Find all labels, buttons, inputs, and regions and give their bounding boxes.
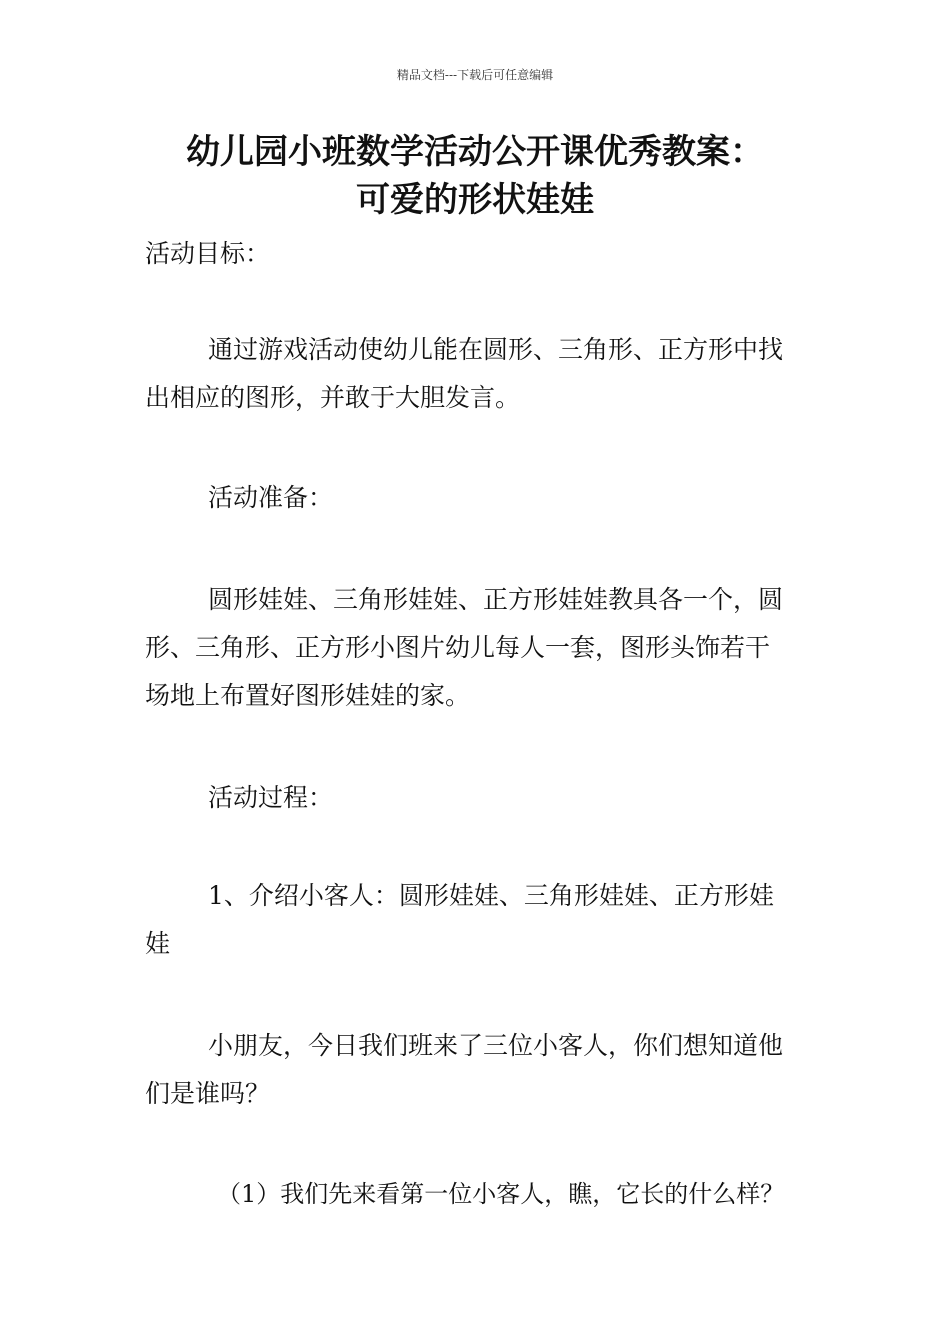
step1-sub1-line: （1）我们先来看第一位小客人，瞧，它长的什么样？ — [217, 1180, 785, 1208]
prep-paragraph — [145, 576, 810, 720]
prep-line-3: 场地上布置好图形娃娃的家。 — [145, 681, 471, 710]
step1-line-2: 娃 — [145, 929, 171, 958]
goal-paragraph — [145, 326, 810, 422]
step1-line-1: 1、介绍小客人：圆形娃娃、三角形娃娃、正方形娃 — [208, 881, 774, 910]
goal-line-2: 出相应的图形，并敢于大胆发言。 — [145, 383, 521, 412]
document-title-line-2: 可爱的形状娃娃 — [356, 180, 594, 220]
goal-heading — [145, 230, 810, 278]
page-header-note: 精品文档---下载后可任意编辑 — [396, 68, 554, 82]
prep-line-2: 形、三角形、正方形小图片幼儿每人一套，图形头饰若干 — [145, 633, 771, 662]
step1-intro-paragraph — [145, 1022, 810, 1118]
prep-heading-text: 活动准备： — [208, 483, 334, 512]
prep-heading — [145, 474, 810, 522]
goal-line-1: 通过游戏活动使幼儿能在圆形、三角形、正方形中找 — [208, 335, 784, 364]
step1-intro-line-1: 小朋友，今日我们班来了三位小客人，你们想知道他 — [208, 1031, 784, 1060]
document-title-line-1: 幼儿园小班数学活动公开课优秀教案： — [186, 132, 764, 172]
process-heading-text: 活动过程： — [208, 783, 334, 812]
process-heading — [145, 774, 810, 822]
goal-heading-text: 活动目标： — [145, 239, 271, 268]
step1-paragraph — [145, 872, 810, 968]
prep-line-1: 圆形娃娃、三角形娃娃、正方形娃娃教具各一个，圆 — [208, 585, 784, 614]
step1-intro-line-2: 们是谁吗？ — [145, 1079, 271, 1108]
step1-sub1-paragraph — [145, 1170, 845, 1218]
